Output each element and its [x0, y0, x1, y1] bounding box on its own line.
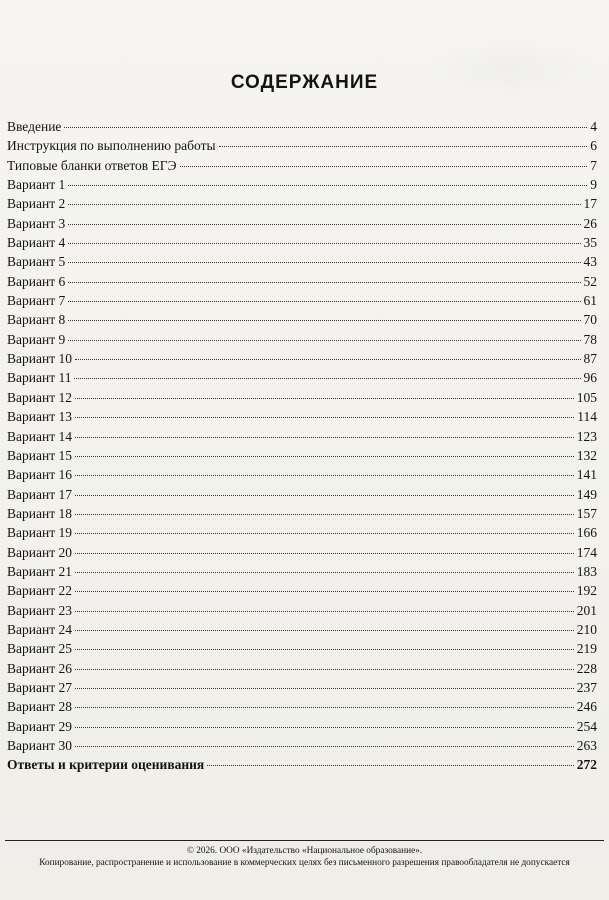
toc-entry-page-number: 228 [576, 660, 597, 676]
toc-entry [7, 581, 597, 600]
toc-entry-page-number: 26 [583, 215, 597, 231]
toc-entry-page-number: 52 [583, 273, 597, 289]
toc-entry [7, 485, 597, 504]
toc-entry-label: Вариант 21 [7, 563, 72, 579]
toc-entry-label: Вариант 20 [7, 544, 72, 560]
toc-dot-leader [75, 649, 574, 650]
toc-dot-leader [75, 746, 574, 747]
toc-entry-page-number: 4 [590, 119, 597, 134]
toc-entry-label: Вариант 27 [7, 679, 72, 695]
toc-dot-leader [68, 320, 580, 321]
toc-entry-page-number: 96 [583, 370, 597, 386]
toc-entry [7, 194, 597, 213]
toc-entry-page-number: 114 [577, 409, 597, 425]
toc-entry-page-number: 123 [576, 428, 597, 444]
toc-dot-leader [75, 611, 574, 612]
toc-entry [7, 291, 597, 310]
toc-dot-leader [68, 301, 580, 302]
toc-entry [7, 310, 597, 329]
page-title: СОДЕРЖАНИЕ [230, 72, 379, 93]
toc-entry-label: Вариант 3 [7, 215, 66, 231]
toc-entry-page-number: 219 [576, 641, 597, 657]
toc-entry-page-number: 166 [576, 525, 597, 541]
toc-entry [7, 601, 597, 620]
toc-entry [7, 272, 597, 291]
toc-entry [7, 543, 597, 562]
toc-entry-label: Вариант 22 [7, 583, 72, 599]
toc-entry-page-number: 254 [576, 718, 597, 734]
toc-dot-leader [68, 224, 580, 225]
toc-entry-page-number: 174 [576, 544, 597, 560]
toc-entry-page-number: 157 [576, 505, 597, 521]
toc-dot-leader [75, 630, 574, 631]
toc-dot-leader [75, 398, 574, 399]
toc-entry-page-number: 9 [590, 177, 597, 193]
toc-entry-label: Вариант 7 [7, 293, 66, 309]
toc-entry-label: Вариант 14 [7, 428, 72, 444]
toc-dot-leader [68, 185, 587, 186]
toc-entry [7, 562, 597, 581]
toc-entry-label: Вариант 12 [7, 389, 72, 405]
toc-entry-label: Введение [7, 119, 62, 134]
toc-entry [7, 755, 597, 774]
toc-dot-leader [75, 359, 581, 360]
toc-entry [7, 504, 597, 523]
toc-entry-label: Вариант 26 [7, 660, 72, 676]
toc-entry-label: Вариант 1 [7, 177, 66, 193]
toc-entry-page-number: 78 [583, 331, 597, 347]
toc-entry [7, 388, 597, 407]
footer [0, 845, 609, 869]
toc-entry-page-number: 237 [576, 679, 597, 695]
toc-entry [7, 678, 597, 697]
toc-entry-label: Вариант 29 [7, 718, 72, 734]
toc-entry [7, 330, 597, 349]
toc-entry-label: Вариант 8 [7, 312, 66, 328]
toc-entry-page-number: 17 [583, 196, 597, 212]
toc-entry-page-number: 272 [576, 757, 597, 773]
toc-entry-label: Вариант 6 [7, 273, 66, 289]
toc-entry [7, 407, 597, 426]
toc-entry-label: Вариант 10 [7, 351, 72, 367]
toc-entry-label: Вариант 28 [7, 699, 72, 715]
toc-entry-page-number: 132 [576, 447, 597, 463]
toc-dot-leader [180, 166, 588, 167]
toc-entry [7, 368, 597, 387]
toc-entry-page-number: 7 [590, 157, 597, 173]
toc-dot-leader [75, 456, 574, 457]
toc-entry-page-number: 149 [576, 486, 597, 502]
toc-dot-leader [75, 437, 574, 438]
toc-entry-label: Вариант 15 [7, 447, 72, 463]
toc-entry [7, 620, 597, 639]
toc-entry-page-number: 141 [576, 467, 597, 483]
toc-entry [7, 233, 597, 252]
toc-entry-label: Вариант 19 [7, 525, 72, 541]
toc-entry-page-number: 6 [590, 138, 597, 154]
toc-entry [7, 659, 597, 678]
footer-divider [5, 840, 604, 841]
toc-dot-leader [75, 591, 574, 592]
toc-dot-leader [68, 340, 580, 341]
toc-entry-page-number: 87 [583, 351, 597, 367]
toc-dot-leader [75, 707, 574, 708]
toc-entry-page-number: 263 [576, 738, 597, 753]
toc-entry-label: Типовые бланки ответов ЕГЭ [7, 157, 177, 173]
toc-entry [7, 117, 597, 136]
toc-dot-leader [75, 669, 574, 670]
toc-dot-leader [75, 688, 574, 689]
toc-entry [7, 465, 597, 484]
toc-entry [7, 697, 597, 716]
toc-entry-label: Вариант 5 [7, 254, 66, 270]
toc-entry [7, 446, 597, 465]
toc-entry-label: Вариант 9 [7, 331, 66, 347]
toc-dot-leader [75, 572, 574, 573]
toc-dot-leader [68, 282, 580, 283]
copy-notice-line: Копирование, распространение и использование в коммерческих целях без письменного разрешения правообладателя не допускается [39, 858, 570, 868]
toc-dot-leader [75, 727, 574, 728]
toc-entry-label: Вариант 16 [7, 467, 72, 483]
toc-entry [7, 639, 597, 658]
table-of-contents [7, 117, 597, 775]
toc-entry [7, 175, 597, 194]
toc-entry-label: Вариант 18 [7, 505, 72, 521]
toc-entry-page-number: 70 [583, 312, 597, 328]
toc-entry [7, 427, 597, 446]
toc-dot-leader [68, 262, 580, 263]
toc-entry-label: Инструкция по выполнению работы [7, 138, 216, 154]
toc-dot-leader [68, 204, 580, 205]
toc-entry-label: Вариант 30 [7, 738, 72, 753]
toc-entry-label: Вариант 25 [7, 641, 72, 657]
toc-entry [7, 252, 597, 271]
toc-entry [7, 136, 597, 155]
toc-dot-leader [207, 765, 574, 766]
toc-entry-page-number: 210 [576, 621, 597, 637]
toc-dot-leader [75, 533, 574, 534]
toc-entry [7, 214, 597, 233]
toc-entry-page-number: 192 [576, 583, 597, 599]
toc-dot-leader [64, 127, 587, 128]
toc-entry [7, 349, 597, 368]
toc-entry-page-number: 246 [576, 699, 597, 715]
toc-dot-leader [75, 514, 574, 515]
toc-entry-page-number: 201 [576, 602, 597, 618]
toc-dot-leader [75, 475, 574, 476]
toc-dot-leader [74, 378, 580, 379]
toc-dot-leader [68, 243, 580, 244]
toc-entry-label: Вариант 23 [7, 602, 72, 618]
toc-entry [7, 523, 597, 542]
toc-entry-label: Вариант 13 [7, 409, 72, 425]
toc-entry-page-number: 105 [576, 389, 597, 405]
toc-entry-page-number: 183 [576, 563, 597, 579]
toc-entry [7, 736, 597, 755]
toc-entry-label: Вариант 17 [7, 486, 72, 502]
toc-entry-page-number: 43 [583, 254, 597, 270]
toc-entry-label: Вариант 24 [7, 621, 72, 637]
copyright-line: © 2026. ООО «Издательство «Национальное образование». [186, 846, 423, 856]
toc-dot-leader [75, 553, 574, 554]
toc-entry-label: Вариант 11 [7, 370, 72, 386]
toc-dot-leader [75, 495, 574, 496]
toc-entry-page-number: 61 [583, 293, 597, 309]
toc-entry [7, 717, 597, 736]
toc-entry-label: Вариант 4 [7, 235, 66, 251]
toc-dot-leader [219, 146, 588, 147]
toc-entry-page-number: 35 [583, 235, 597, 251]
toc-entry-label: Ответы и критерии оценивания [7, 757, 205, 773]
toc-dot-leader [75, 417, 574, 418]
toc-entry [7, 156, 597, 175]
toc-entry-label: Вариант 2 [7, 196, 66, 212]
